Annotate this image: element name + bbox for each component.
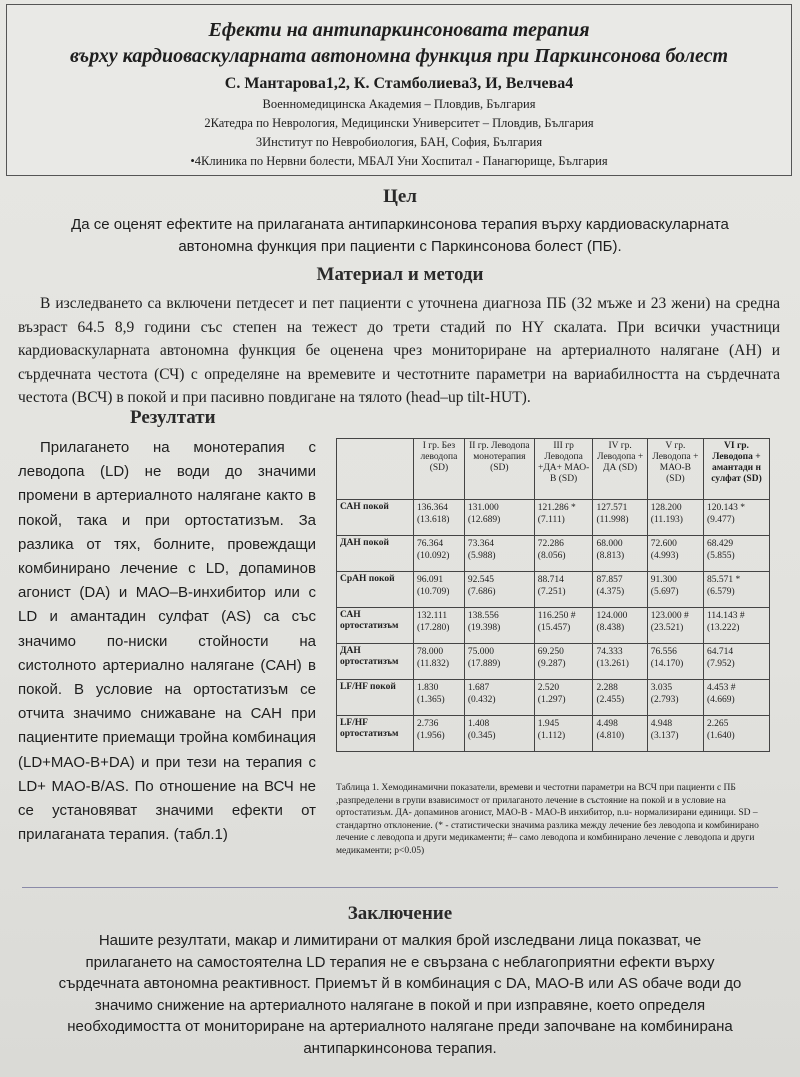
cell-sd: (7.952): [706, 659, 735, 669]
cell-mean: 3.035: [650, 683, 673, 693]
table-cell: [534, 716, 593, 752]
methods-text: В изследването са включени петдесет и пет пациенти с уточнена диагноза ПБ (32 мъже и 23 жени) на средна възраст 64.5 8,9 години със степен на тежест до трети стадий по HY скалата. При всички участници кардиоваскуларната автономна функция бе оценена чрез мониториране на артериалното налягане (АН) и сърдечната честота (СЧ) с определяне на времевите и честотните параметри на вариабилността на сърдечната честота (ВСЧ) в покой и при пасивно повдигане на тялото (head–up tilt-HUT).: [18, 295, 780, 406]
cell-mean: 91.300: [650, 575, 677, 585]
table-cell: [464, 608, 534, 644]
conclusion-text: Нашите резултати, макар и лимитирани от малкия брой изследвани лица показват, че прилагането на самостоятелна LD терапия не е свързана с неблагоприятни ефекти върху сърдечната автономна реактивност. Приемът й в комбинация с DA, MAO-B или AS обаче води до значимо снижение на артериалното налягане в покой и при изправяне, което определя необходимостта от мониториране на артериалното налягане преди започване на комбинирана антипаркинсонова терапия.: [58, 932, 742, 1057]
table-cell: [464, 644, 534, 680]
cell-sd: (2.455): [596, 695, 625, 705]
cell-sd: (8.438): [596, 623, 625, 633]
cell-sd: (9.477): [706, 515, 735, 525]
cell-mean: 4.948: [650, 719, 673, 729]
cell-mean: 73.364: [467, 539, 494, 549]
cell-mean: 121.286 *: [537, 503, 576, 513]
table-header-cell: IV гр. Леводопа + ДА (SD): [593, 439, 647, 500]
cell-mean: 116.250 #: [537, 611, 576, 621]
table-cell: [534, 644, 593, 680]
cell-mean: 2.520: [537, 683, 560, 693]
cell-sd: (7.111): [537, 515, 565, 525]
table-cell: [464, 500, 534, 536]
table-row: [337, 680, 770, 716]
cell-sd: (5.855): [706, 551, 735, 561]
table-cell: [647, 716, 703, 752]
table-header-cell: II гр. Леводопа монотерапия (SD): [464, 439, 534, 500]
results-heading: Резултати: [130, 407, 216, 428]
cell-sd: (3.137): [650, 731, 679, 741]
table-cell: [414, 536, 465, 572]
cell-sd: (11.832): [417, 659, 450, 669]
table-header-cell: [337, 439, 414, 500]
cell-sd: (0.432): [467, 695, 496, 705]
table-row: [337, 644, 770, 680]
cell-sd: (4.669): [706, 695, 735, 705]
cell-mean: 2.265: [706, 719, 729, 729]
table-header-cell: I гр. Без леводопа (SD): [414, 439, 465, 500]
cell-mean: 68.429: [706, 539, 734, 549]
table-cell: [534, 536, 593, 572]
cell-mean: 136.364: [417, 503, 448, 513]
table-header-cell: III гр Леводопа +ДА+ МАО-В (SD): [534, 439, 593, 500]
cell-sd: (23.521): [650, 623, 684, 633]
table-cell: [414, 500, 465, 536]
cell-sd: (15.457): [537, 623, 571, 633]
table-cell: [593, 716, 647, 752]
row-label: САН покой: [337, 500, 414, 536]
cell-sd: (1.297): [537, 695, 566, 705]
table-cell: [464, 572, 534, 608]
title-line-1: Ефекти на антипаркинсоновата терапия: [208, 19, 590, 41]
table-cell: [534, 500, 593, 536]
table-body: [337, 500, 770, 752]
cell-sd: (1.112): [537, 731, 566, 741]
section-divider: [22, 887, 778, 888]
results-text: [18, 436, 316, 847]
cell-mean: 72.600: [650, 539, 677, 549]
table-cell: [534, 572, 593, 608]
poster-header: [6, 4, 792, 176]
table-cell: [414, 608, 465, 644]
row-label: ДАН ортостатизъм: [337, 644, 414, 680]
cell-mean: 2.736: [417, 719, 439, 729]
table-cell: [593, 500, 647, 536]
table-cell: [703, 500, 769, 536]
cell-sd: (1.956): [417, 731, 445, 741]
table-cell: [647, 500, 703, 536]
cell-mean: 1.408: [467, 719, 490, 729]
cell-mean: 87.857: [596, 575, 623, 585]
cell-sd: (11.998): [596, 515, 629, 525]
cell-mean: 88.714: [537, 575, 564, 585]
table-cell: [647, 680, 703, 716]
cell-mean: 76.364: [417, 539, 444, 549]
title-line-2: върху кардиоваскуларната автономна функция при Паркинсонова болест: [70, 45, 728, 67]
cell-mean: 131.000: [467, 503, 499, 513]
cell-sd: (10.709): [417, 587, 450, 597]
affiliation-3: 3Институт по Невробиология, БАН, София, България: [255, 135, 543, 149]
table-caption: Таблица 1. Хемодинамични показатели, времеви и честотни параметри на ВСЧ при пациенти с ПБ ,разпределени в групи взависимост от прилаганото лечение в състояние на покой и в условие на ортостатизъм. ДА- допаминов агонист, МАО-В - МАО-В инхибитор, n.u- нормализирани единици. SD – стандартно отклонение. (* - статистически значима разлика между лечение без леводопа и комбинирано лечение с леводопа и други медикаменти; #– само леводопа и комбинирано лечение с леводопа и други медикаменти; p<0.05): [336, 783, 759, 856]
table-cell: [464, 716, 534, 752]
cell-mean: 120.143 *: [706, 503, 745, 513]
goal-text: Да се оценят ефектите на прилаганата антипаркинсонова терапия върху кардиоваскуларната автономна функция при пациенти с Паркинсонова болест (ПБ).: [71, 216, 729, 255]
cell-sd: (4.375): [596, 587, 625, 597]
table-cell: [647, 608, 703, 644]
cell-sd: (13.222): [706, 623, 740, 633]
table-cell: [414, 716, 465, 752]
table-header-cell: VI гр. Леводопа + амантади н сулфат (SD): [703, 439, 769, 500]
affiliation-1: Военномедицинска Академия – Пловдив, България: [262, 97, 536, 111]
table-cell: [703, 572, 769, 608]
cell-mean: 4.453 #: [706, 683, 736, 693]
cell-sd: (12.689): [467, 515, 501, 525]
cell-mean: 138.556: [467, 611, 499, 621]
cell-mean: 124.000: [596, 611, 628, 621]
cell-sd: (5.988): [467, 551, 496, 561]
table-cell: [464, 536, 534, 572]
cell-mean: 76.556: [650, 647, 677, 657]
methods-heading: Материал и методи: [316, 264, 484, 285]
cell-sd: (17.280): [417, 623, 450, 633]
affiliation-4: •4Клиника по Нервни болести, МБАЛ Уни Хоспитал - Панагюрище, България: [190, 154, 608, 168]
cell-sd: (4.810): [596, 731, 625, 741]
row-label: LF/HF покой: [337, 680, 414, 716]
table-row: [337, 536, 770, 572]
table-row: [337, 716, 770, 752]
cell-mean: 1.945: [537, 719, 560, 729]
table-cell: [647, 644, 703, 680]
cell-sd: (9.287): [537, 659, 566, 669]
row-label: СрАН покой: [337, 572, 414, 608]
results-body: Прилагането на монотерапия с леводопа (LD) не води до значими промени в артериалното налягане както в покой, така и при ортостатизъм. За разлика от тях, болните, провеждащи комбинирано лечение с LD, допаминов агонист (DA) и МАО–В-инхибитор или с LD и амантадин сулфат (AS) са със значимо по-ниски стойности на систолното артериално налягане (САН) в покой. В условие на ортостатизъм се отчита значимо снижаване на САН при пациентите приемащи тройна комбинация (LD+MAO-B+DA) и при тези на терапия с LD+ MAO-B/AS. По отношение на ВСЧ не се установяват значими ефекти от прилаганата терапия. (табл.1): [18, 439, 316, 844]
cell-mean: 123.000 #: [650, 611, 689, 621]
cell-sd: (8.813): [596, 551, 625, 561]
table-cell: [703, 680, 769, 716]
cell-mean: 74.333: [596, 647, 623, 657]
cell-sd: (6.579): [706, 587, 735, 597]
cell-sd: (8.056): [537, 551, 566, 561]
cell-sd: (0.345): [467, 731, 496, 741]
table-cell: [593, 608, 647, 644]
table-cell: [534, 680, 593, 716]
cell-sd: (7.686): [467, 587, 496, 597]
table-cell: [593, 680, 647, 716]
table-cell: [534, 608, 593, 644]
cell-mean: 128.200: [650, 503, 682, 513]
table-cell: [414, 680, 465, 716]
cell-mean: 96.091: [417, 575, 444, 585]
cell-mean: 85.571 *: [706, 575, 741, 585]
conclusion-heading: Заключение: [347, 903, 453, 924]
cell-sd: (11.193): [650, 515, 683, 525]
cell-mean: 64.714: [706, 647, 734, 657]
table-header-row: [337, 439, 770, 500]
cell-mean: 78.000: [417, 647, 444, 657]
table-cell: [647, 572, 703, 608]
authors: С. Мантарова1,2, К. Стамболиева3, И, Велчева4: [224, 75, 574, 92]
cell-mean: 132.111: [417, 611, 448, 621]
table-cell: [414, 572, 465, 608]
cell-sd: (2.793): [650, 695, 679, 705]
cell-sd: (13.618): [417, 515, 450, 525]
table-cell: [593, 644, 647, 680]
row-label: ДАН покой: [337, 536, 414, 572]
cell-mean: 75.000: [467, 647, 494, 657]
cell-mean: 92.545: [467, 575, 494, 585]
table-cell: [593, 572, 647, 608]
cell-mean: 1.830: [417, 683, 439, 693]
goal-heading: Цел: [383, 186, 417, 207]
table-cell: [703, 716, 769, 752]
table-row: [337, 500, 770, 536]
cell-sd: (4.993): [650, 551, 679, 561]
cell-sd: (1.640): [706, 731, 735, 741]
cell-sd: (17.889): [467, 659, 501, 669]
table-cell: [703, 644, 769, 680]
cell-sd: (7.251): [537, 587, 566, 597]
cell-mean: 72.286: [537, 539, 564, 549]
cell-sd: (1.365): [417, 695, 445, 705]
cell-mean: 4.498: [596, 719, 618, 729]
cell-mean: 114.143 #: [706, 611, 745, 621]
table-cell: [414, 644, 465, 680]
affiliation-2: 2Катедра по Неврология, Медицински Университет – Пловдив, България: [204, 116, 594, 130]
table-row: [337, 608, 770, 644]
table-header-cell: V гр. Леводопа + МАО-В (SD): [647, 439, 703, 500]
cell-mean: 68.000: [596, 539, 623, 549]
table-cell: [703, 608, 769, 644]
row-label: САН ортостатизъм: [337, 608, 414, 644]
results-table: [336, 438, 770, 752]
cell-sd: (13.261): [596, 659, 629, 669]
cell-sd: (5.697): [650, 587, 679, 597]
cell-sd: (14.170): [650, 659, 684, 669]
row-label: LF/HF ортостатизъм: [337, 716, 414, 752]
cell-mean: 69.250: [537, 647, 564, 657]
table-cell: [703, 536, 769, 572]
cell-mean: 2.288: [596, 683, 618, 693]
table-cell: [593, 536, 647, 572]
cell-sd: (10.092): [417, 551, 450, 561]
cell-mean: 127.571: [596, 503, 628, 513]
table-row: [337, 572, 770, 608]
cell-sd: (19.398): [467, 623, 501, 633]
table-cell: [464, 680, 534, 716]
cell-mean: 1.687: [467, 683, 490, 693]
table-cell: [647, 536, 703, 572]
